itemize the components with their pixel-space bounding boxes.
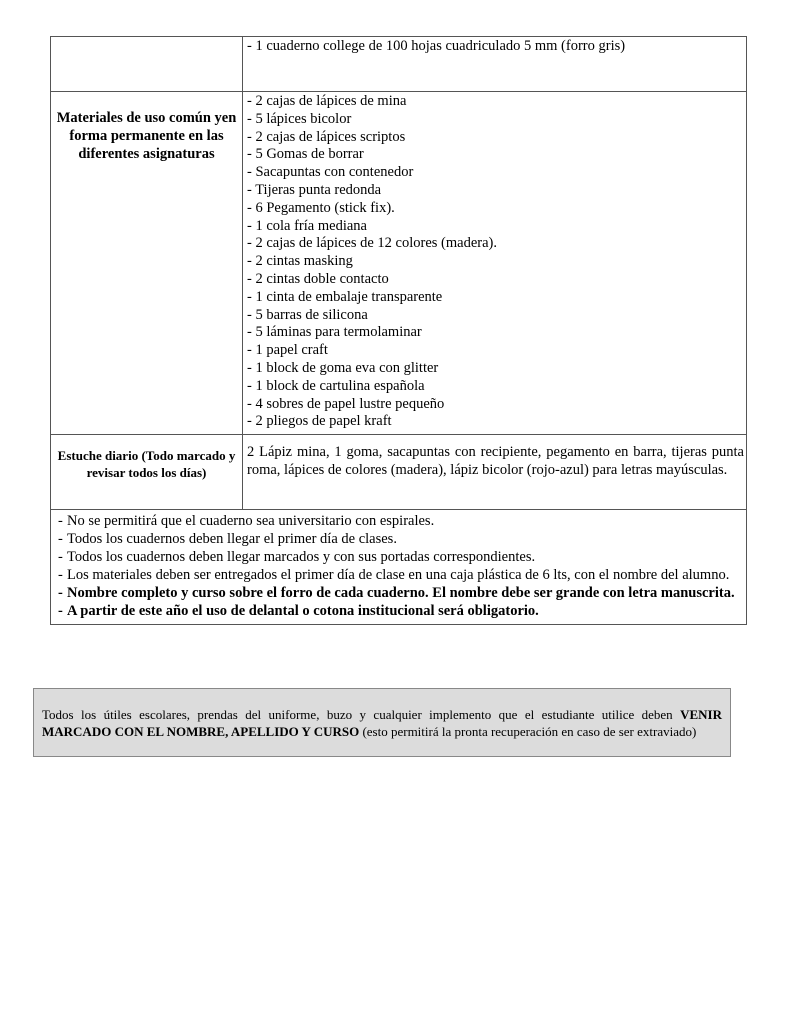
notice-text: Todos los útiles escolares, prendas del uniforme, buzo y cualquier implemento que el estudiante utilice deben (42, 707, 681, 722)
list-item: - 4 sobres de papel lustre pequeño (247, 395, 445, 412)
row-label: Estuche diario (Todo marcado y revisar todos los días) (51, 435, 243, 509)
list-item: - 2 cajas de lápices scriptos (247, 128, 406, 145)
note-text: A partir de este año el uso de delantal o cotona institucional será obligatorio. (67, 603, 539, 619)
notice-text-end: (esto permitirá la pronta recuperación en caso de ser extraviado) (359, 724, 697, 739)
table-row (51, 435, 746, 510)
list-item: - 1 papel craft (247, 342, 328, 359)
note-text: Los materiales deben ser entregados el primer día de clase en una caja plástica de 6 lts, con el nombre del alumno. (67, 567, 730, 583)
note-item-bold: - Nombre completo y curso sobre el forro de cada cuaderno. El nombre debe ser grande con letra manuscrita. (58, 584, 744, 602)
list-item: - 1 cuaderno college de 100 hojas cuadriculado 5 mm (forro gris) (247, 38, 626, 54)
list-item: - 1 cola fría mediana (247, 217, 367, 234)
notes-list (51, 510, 746, 624)
table-row (51, 92, 746, 435)
list-item: - 2 cajas de lápices de 12 colores (madera). (247, 235, 498, 252)
list-item: - 5 láminas para termolaminar (247, 324, 422, 341)
list-item: - Tijeras punta redonda (247, 181, 382, 198)
note-item: - Todos los cuadernos deben llegar marcados y con sus portadas correspondientes. (58, 548, 744, 566)
note-text: No se permitirá que el cuaderno sea universitario con espirales. (67, 513, 435, 529)
notice-box (33, 688, 731, 757)
pencil-case-text: 2 Lápiz mina, 1 goma, sacapuntas con recipiente, pegamento en barra, tijeras punta roma, lápices de colores (madera), lápiz bicolor (rojo-azul) para letras mayúsculas. (247, 444, 744, 478)
item-list (243, 37, 746, 91)
notes-row (51, 510, 746, 624)
notice-bold-text: VENIR MARCADO CON EL NOMBRE, APELLIDO Y CURSO (42, 707, 722, 739)
note-text: Todos los cuadernos deben llegar el primer día de clases. (67, 531, 397, 547)
item-list (243, 92, 746, 434)
note-text: Nombre completo y curso sobre el forro de cada cuaderno. El nombre debe ser grande con letra manuscrita. (67, 585, 735, 601)
row-label: Materiales de uso común yen forma permanente en las diferentes asignaturas (51, 92, 243, 434)
note-item: - No se permitirá que el cuaderno sea universitario con espirales. (58, 512, 744, 530)
list-item: - 6 Pegamento (stick fix). (247, 199, 395, 216)
materials-table (50, 36, 747, 625)
list-item: - 5 Gomas de borrar (247, 146, 364, 163)
table-row (51, 37, 746, 92)
note-text: Todos los cuadernos deben llegar marcados y con sus portadas correspondientes. (67, 549, 536, 565)
row-label (51, 37, 243, 91)
note-item: - Los materiales deben ser entregados el primer día de clase en una caja plástica de 6 lts, con el nombre del alumno. (58, 566, 744, 584)
list-item: - 5 barras de silicona (247, 306, 368, 323)
list-item: - 2 cintas masking (247, 253, 353, 270)
list-item: - 1 cinta de embalaje transparente (247, 288, 443, 305)
list-item: - Sacapuntas con contenedor (247, 164, 414, 181)
note-item-bold: - A partir de este año el uso de delantal o cotona institucional será obligatorio. (58, 602, 744, 620)
list-item: - 2 pliegos de papel kraft (247, 413, 392, 430)
list-item: - 2 cajas de lápices de mina (247, 93, 407, 109)
list-item: - 2 cintas doble contacto (247, 270, 389, 287)
list-item: - 1 block de cartulina española (247, 377, 425, 394)
list-item: - 5 lápices bicolor (247, 110, 352, 127)
note-item: - Todos los cuadernos deben llegar el primer día de clases. (58, 530, 744, 548)
list-item: - 1 block de goma eva con glitter (247, 359, 439, 376)
